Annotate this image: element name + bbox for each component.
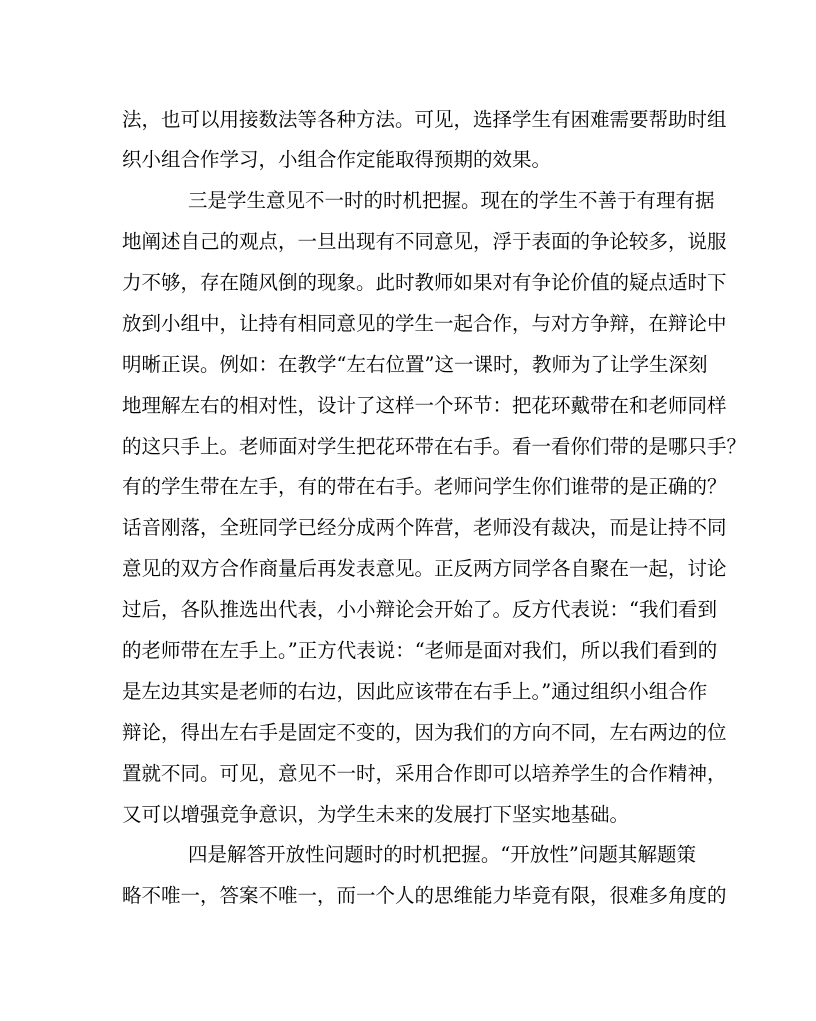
paragraph-line: 是左边其实是老师的右边，因此应该带在右手上。”通过组织小组合作 — [122, 680, 708, 703]
paragraph-line: 法，也可以用接数法等各种方法。可见，选择学生有困难需要帮助时组 — [122, 108, 727, 131]
paragraph-line: 意见的双方合作商量后再发表意见。正反两方同学各自聚在一起，讨论 — [122, 557, 727, 580]
paragraph-line: 地理解左右的相对性，设计了这样一个环节：把花环戴带在和老师同样 — [122, 394, 727, 417]
paragraph-line: 有的学生带在左手，有的带在右手。老师问学生你们谁带的是正确的？ — [122, 475, 727, 498]
paragraph-line: 的这只手上。老师面对学生把花环带在右手。看一看你们带的是哪只手？ — [122, 435, 747, 458]
paragraph-line: 话音刚落，全班同学已经分成两个阵营，老师没有裁决，而是让持不同 — [122, 516, 727, 539]
paragraph-line: 置就不同。可见，意见不一时，采用合作即可以培养学生的合作精神， — [122, 762, 727, 785]
paragraph-line: 三是学生意见不一时的时机把握。现在的学生不善于有理有据 — [188, 189, 715, 212]
paragraph-line: 织小组合作学习，小组合作定能取得预期的效果。 — [122, 148, 552, 171]
paragraph-line: 又可以增强竞争意识，为学生未来的发展打下坚实地基础。 — [122, 803, 630, 826]
paragraph-line: 四是解答开放性问题时的时机把握。“开放性”问题其解题策 — [188, 843, 696, 866]
paragraph-line: 辩论，得出左右手是固定不变的，因为我们的方向不同，左右两边的位 — [122, 721, 727, 744]
paragraph-line: 力不够，存在随风倒的现象。此时教师如果对有争论价值的疑点适时下 — [122, 271, 727, 294]
paragraph-line: 略不唯一，答案不唯一，而一个人的思维能力毕竟有限，很难多角度的 — [122, 884, 727, 907]
paragraph-line: 地阐述自己的观点，一旦出现有不同意见，浮于表面的争论较多，说服 — [122, 230, 727, 253]
paragraph-line: 放到小组中，让持有相同意见的学生一起合作，与对方争辩，在辩论中 — [122, 312, 727, 335]
paragraph-line: 过后，各队推选出代表，小小辩论会开始了。反方代表说：“我们看到 — [122, 598, 717, 621]
paragraph-line: 的老师带在左手上。”正方代表说：“老师是面对我们，所以我们看到的 — [122, 639, 718, 662]
paragraph-line: 明晰正误。例如：在教学“左右位置”这一课时，教师为了让学生深刻 — [122, 353, 708, 376]
